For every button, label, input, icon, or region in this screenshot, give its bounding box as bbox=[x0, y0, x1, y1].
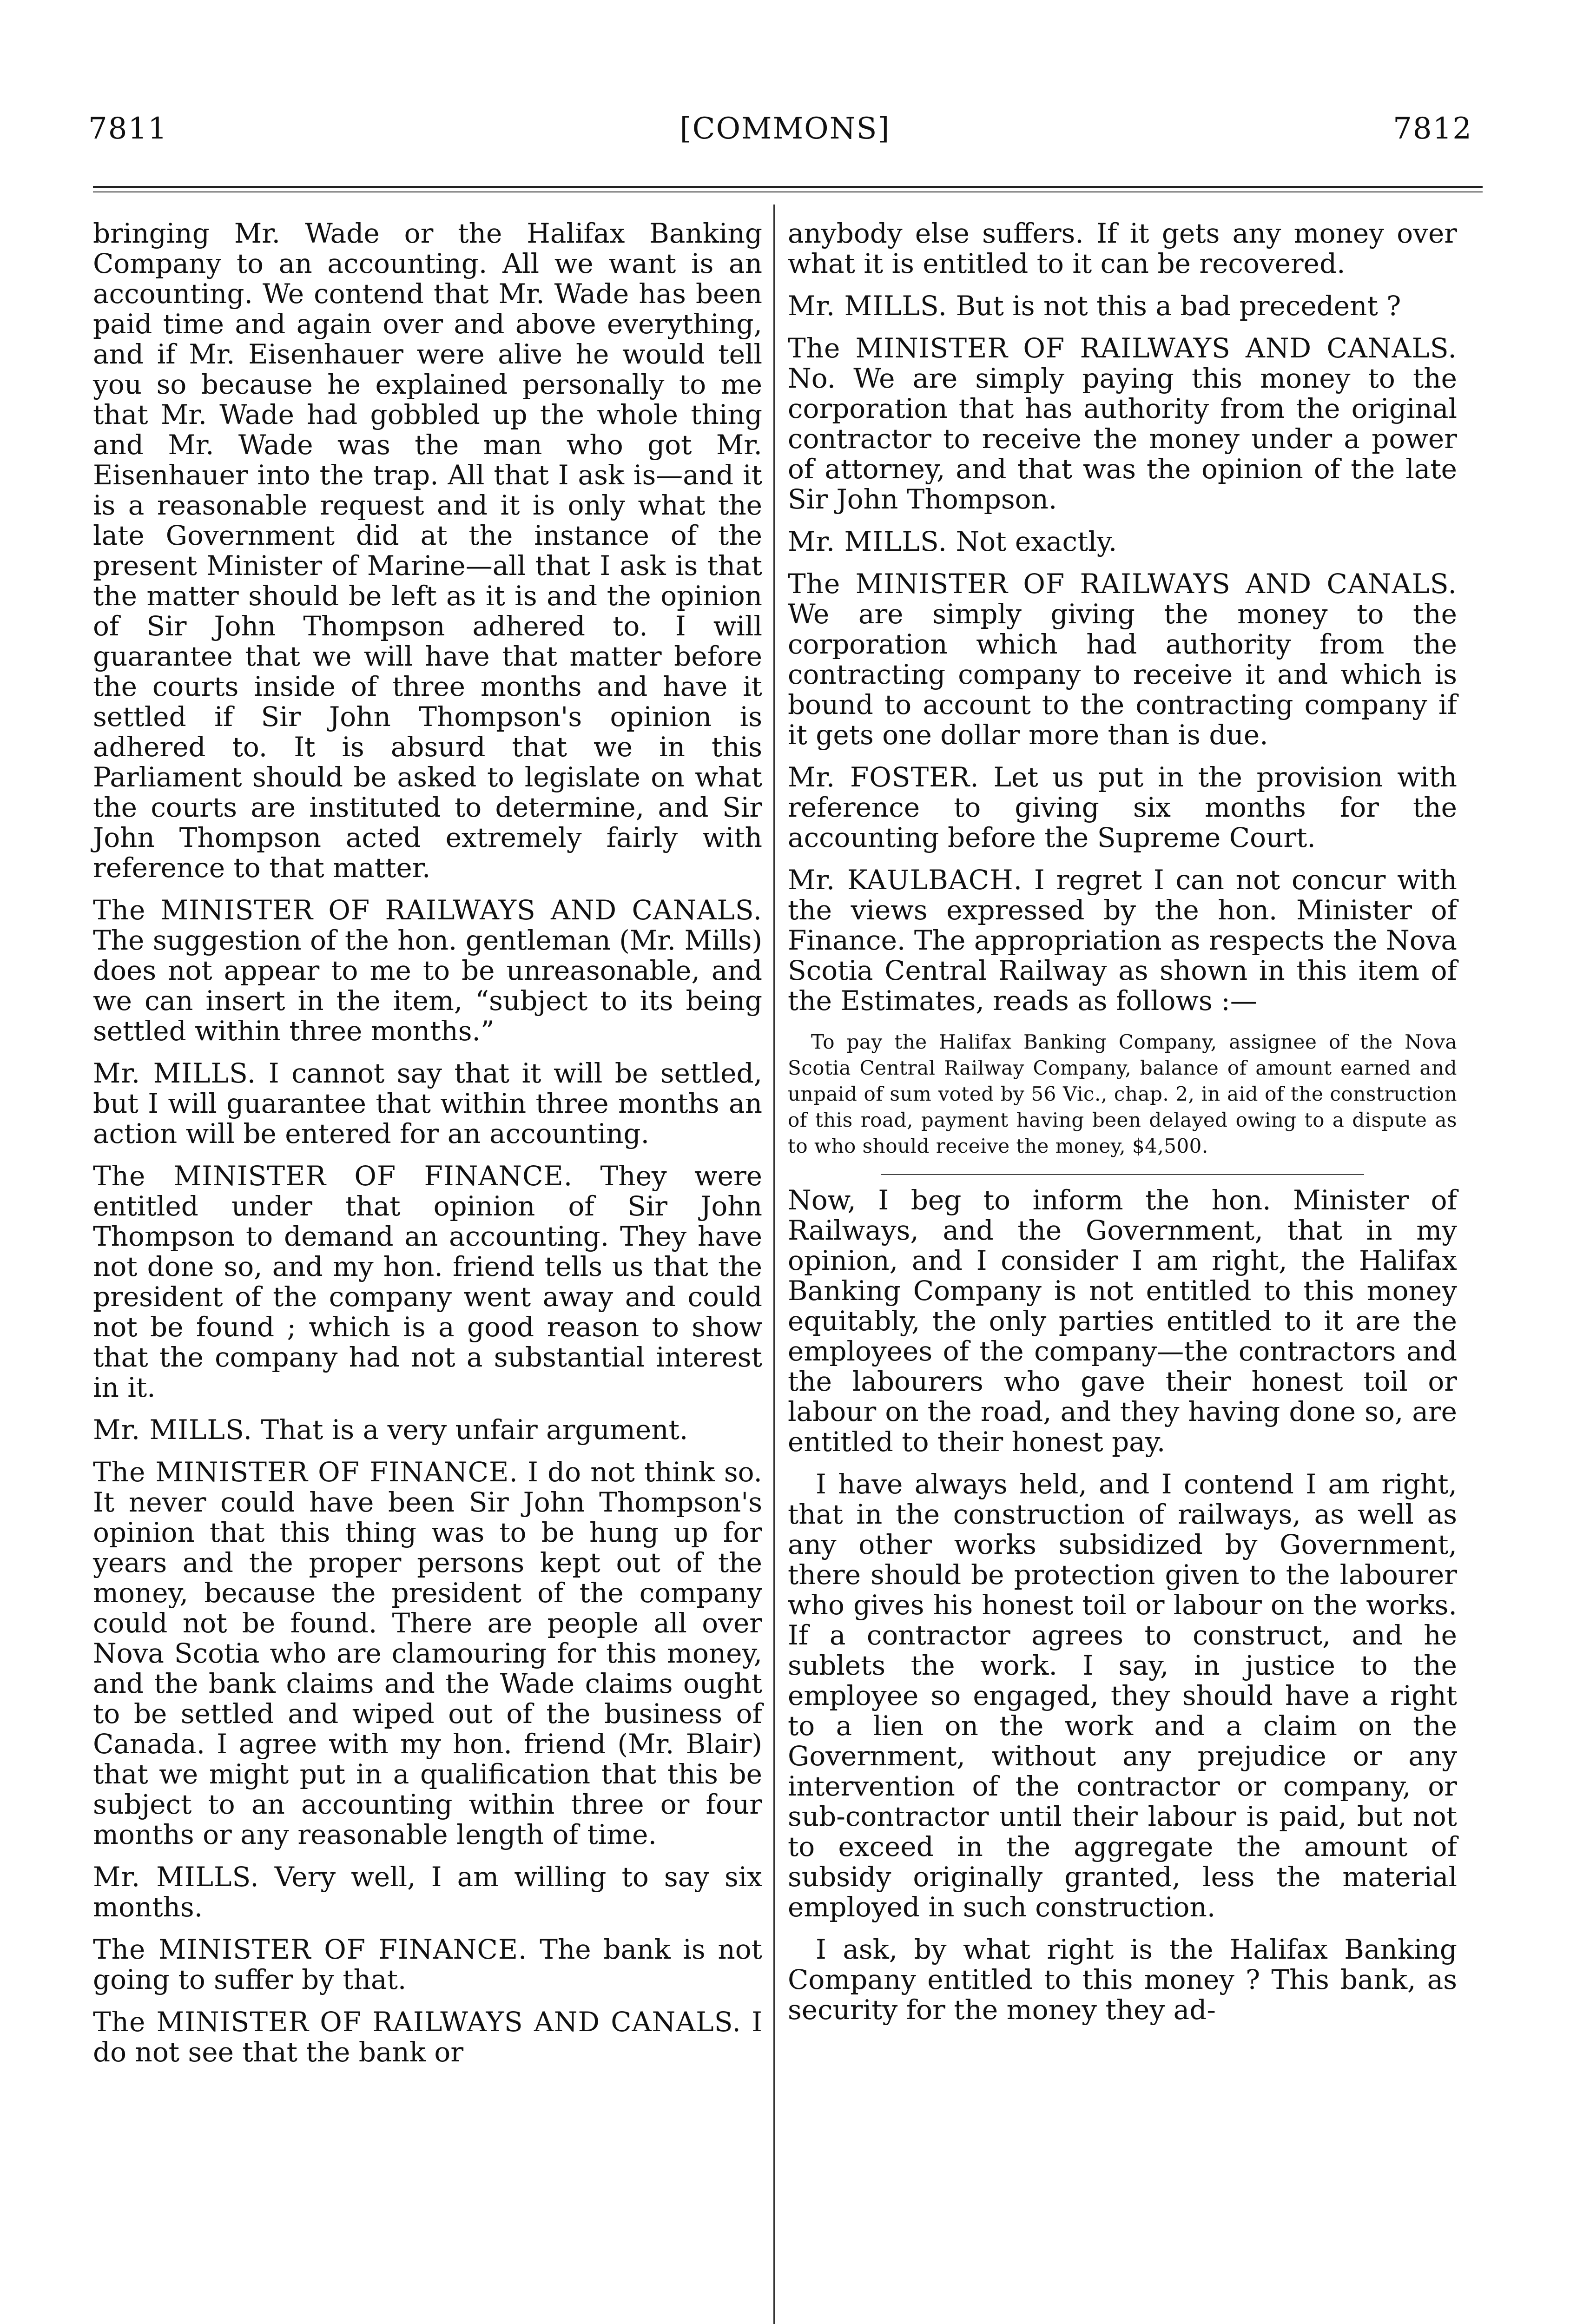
speech-text: No. We are simply paying this money to the corporation that has authority from the original contractor to receive the money under a power of attorney, and that was the opinion of the late Sir John Thompson. bbox=[788, 363, 1457, 515]
speech-paragraph bbox=[93, 1457, 762, 1850]
speech-text: I cannot say that it will be settled, but I will guarantee that within three months an action will be entered for an accounting. bbox=[93, 1057, 763, 1149]
speaker-name: The MINISTER OF FINANCE. bbox=[93, 1456, 518, 1488]
speech-text: That is a very unfair argument. bbox=[261, 1414, 688, 1446]
speech-text: I do not think so. It never could have been Sir John Thompson's opinion that this thing was to be hung up for years and the proper persons kept out of the money, because the president of the company could not be found. There are people all over Nova Scotia who are clamouring for this money, and the bank claims and the Wade claims ought to be settled and wiped out of the business of Canada. I agree with my hon. friend (Mr. Blair) that we might put in a qualification that this be subject to an accounting within three or four months or any reasonable length of time. bbox=[93, 1456, 762, 1850]
speaker-name: Mr. KAULBACH. bbox=[788, 864, 1023, 896]
speech-paragraph bbox=[788, 218, 1457, 279]
speaker-name: Mr. MILLS. bbox=[93, 1057, 257, 1089]
right-column-continuation bbox=[788, 1185, 1457, 2025]
header-rule-thin bbox=[93, 191, 1483, 192]
speech-paragraph bbox=[788, 1469, 1457, 1922]
speech-paragraph bbox=[93, 218, 762, 883]
speaker-name: The MINISTER OF FINANCE. bbox=[93, 1934, 528, 1965]
speaker-name: Mr. FOSTER. bbox=[788, 761, 979, 793]
page-number-left: 7811 bbox=[88, 112, 168, 146]
speaker-name: The MINISTER OF RAILWAYS AND CANALS. bbox=[788, 568, 1457, 600]
page-number-right: 7812 bbox=[1393, 112, 1472, 146]
speech-paragraph bbox=[788, 762, 1457, 853]
speaker-name: The MINISTER OF FINANCE. bbox=[93, 1160, 573, 1192]
speech-paragraph bbox=[788, 1185, 1457, 1457]
speech-paragraph bbox=[788, 291, 1457, 321]
speech-paragraph bbox=[93, 1862, 762, 1922]
right-column-speeches bbox=[788, 218, 1457, 1016]
column-divider bbox=[773, 205, 775, 2324]
speech-paragraph bbox=[93, 1161, 762, 1403]
speech-text: I ask, by what right is the Halifax Banking Company entitled to this money ? This bank, as security for the money they ad- bbox=[788, 1934, 1457, 2026]
speaker-name: Mr. MILLS. bbox=[788, 290, 948, 322]
speech-text: anybody else suffers. If it gets any money over what it is entitled to it can be recovered. bbox=[788, 218, 1457, 279]
speech-paragraph bbox=[788, 569, 1457, 750]
speech-text: We are simply giving the money to the corporation which had authority from the contracting company to receive it and which is bound to account to the contracting company if it gets one dollar more than is due. bbox=[788, 598, 1457, 751]
speech-paragraph bbox=[788, 865, 1457, 1016]
speech-paragraph bbox=[93, 1058, 762, 1149]
speaker-name: Mr. MILLS. bbox=[93, 1414, 253, 1446]
speech-text: I do not see that the bank or bbox=[93, 2006, 763, 2068]
speech-text: Let us put in the provision with reference to giving six months for the accounting before the Supreme Court. bbox=[788, 761, 1457, 853]
speech-text: The suggestion of the hon. gentleman (Mr. Mills) does not appear to me to be unreasonable, and we can insert in the item, “subject to its being settled within three months.” bbox=[93, 924, 762, 1047]
speech-text: But is not this a bad precedent ? bbox=[956, 290, 1401, 322]
speech-paragraph bbox=[788, 333, 1457, 515]
estimate-quote: To pay the Halifax Banking Company, assignee of the Nova Scotia Central Railway Company, balance of amount earned and unpaid of sum voted by 56 Vic., chap. 2, in aid of the construction of this road, payment having been delayed owing to a dispute as to who should receive the money, $4,500. bbox=[788, 1030, 1457, 1157]
speech-paragraph bbox=[93, 895, 762, 1046]
speech-paragraph bbox=[93, 2007, 762, 2067]
speech-text: I have always held, and I contend I am right, that in the construction of railways, as well as any other works subsidized by Government, there should be protection given to the labourer who gives his honest toil or labour on the works. If a contractor agrees to construct, and he sublets the work. I say, in justice to the employee so engaged, they should have a right to a lien on the work and a claim on the Government, without any prejudice or any intervention of the contractor or company, or sub-contractor until their labour is paid, but not to exceed in the aggregate the amount of subsidy originally granted, less the material employed in such construction. bbox=[788, 1468, 1457, 1923]
right-column bbox=[788, 218, 1457, 2037]
speech-text: Very well, I am willing to say six months. bbox=[93, 1861, 763, 1923]
speech-text: Now, I beg to inform the hon. Minister of Railways, and the Government, that in my opinion, and I consider I am right, the Halifax Banking Company is not entitled to this money equitably, the only parties entitled to it are the employees of the company—the contractors and the labourers who gave their honest toil or labour on the road, and they having done so, are entitled to their honest pay. bbox=[788, 1184, 1457, 1458]
speaker-name: The MINISTER OF RAILWAYS AND CANALS. bbox=[788, 332, 1457, 364]
speaker-name: The MINISTER OF RAILWAYS AND CANALS. bbox=[93, 2006, 741, 2038]
page-title: [COMMONS] bbox=[679, 112, 891, 146]
speaker-name: Mr. MILLS. bbox=[788, 526, 948, 557]
quote-rule bbox=[881, 1174, 1364, 1175]
speaker-name: The MINISTER OF RAILWAYS AND CANALS. bbox=[93, 894, 762, 926]
speech-text: Not exactly. bbox=[956, 526, 1117, 557]
speech-text: They were entitled under that opinion of Sir John Thompson to demand an accounting. They have not done so, and my hon. friend tells us that the president of the company went away and could not be found ; which is a good reason to show that the company had not a substantial interest in it. bbox=[93, 1160, 762, 1403]
speech-paragraph bbox=[788, 527, 1457, 557]
left-column bbox=[93, 218, 762, 2080]
header-rule bbox=[93, 186, 1483, 188]
speaker-name: Mr. MILLS. bbox=[93, 1861, 259, 1893]
speech-paragraph bbox=[93, 1934, 762, 1995]
speech-paragraph bbox=[788, 1934, 1457, 2025]
speech-text: I regret I can not concur with the views expressed by the hon. Minister of Finance. The appropriation as respects the Nova Scotia Central Railway as shown in this item of the Estimates, reads as follows :— bbox=[788, 864, 1457, 1017]
speech-text: The bank is not going to suffer by that. bbox=[93, 1934, 762, 1995]
speech-text: bringing Mr. Wade or the Halifax Banking Company to an accounting. All we want is an accounting. We contend that Mr. Wade has been paid time and again over and above everything, and if Mr. Eisenhauer were alive he would tell you so because he explained personally to me that Mr. Wade had gobbled up the whole thing and Mr. Wade was the man who got Mr. Eisenhauer into the trap. All that I ask is—and it is a reasonable request and it is only what the late Government did at the instance of the present Minister of Marine—all that I ask is that the matter should be left as it is and the opinion of Sir John Thompson adhered to. I will guarantee that we will have that matter before the courts inside of three months and have it settled if Sir John Thompson's opinion is adhered to. It is absurd that we in this Parliament should be asked to legislate on what the courts are instituted to determine, and Sir John Thompson acted extremely fairly with reference to that matter. bbox=[93, 218, 762, 884]
speech-paragraph bbox=[93, 1415, 762, 1445]
